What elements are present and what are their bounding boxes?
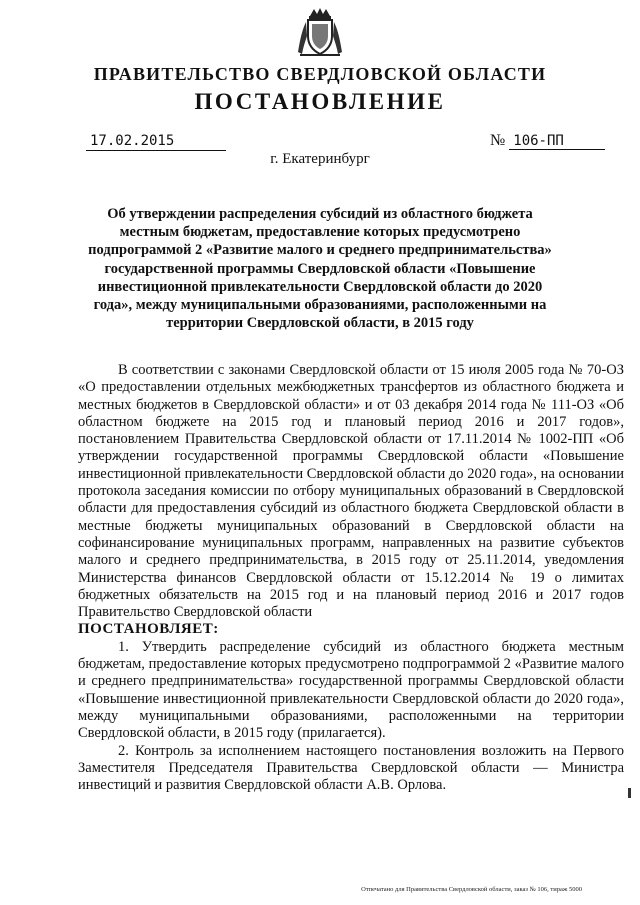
government-title: ПРАВИТЕЛЬСТВО СВЕРДЛОВСКОЙ ОБЛАСТИ xyxy=(93,64,547,84)
document-body xyxy=(78,362,624,794)
document-kind: ПОСТАНОВЛЕНИЕ xyxy=(194,89,446,114)
document-subject: Об утверждении распределения субсидий из областного бюджета местным бюджетам, предоставление которых предусмотрено подпрограммой 2 «Развитие малого и среднего предпринимательства» государственной программы Свердловской области «Повышение инвестиционной привлекательности Свердловской области до 2020 года», между муниципальными образованиями, расположенными на территории Свердловской области, в 2015 году xyxy=(88,206,552,332)
ordains-heading: ПОСТАНОВЛЯЕТ: xyxy=(78,621,219,638)
document-date: 17.02.2015 xyxy=(86,133,226,151)
preamble-paragraph: В соответствии с законами Свердловской области от 15 июля 2005 года № 70-ОЗ «О предоставлении отдельных межбюджетных трансфертов из областного бюджета и местных бюджетов в Свердловской области» и от 03 декабря 2014 года № 111-ОЗ «Об областном бюджете на 2015 год и плановый период 2016 и 2017 годов», постановлением Правительства Свердловской области от 17.11.2014 № 1002-ПП «Об утверждении государственной программы Свердловской области «Повышение инвестиционной привлекательности Свердловской области до 2020 года», на основании протокола заседания комиссии по отбору муниципальных образований в Свердловской области для предоставления субсидий из областного бюджета Свердловской области в местные бюджеты муниципальных образований в Свердловской области на софинансирование муниципальных программ, направленных на развитие субъектов малого и среднего предпринимательства, в 2015 году от 25.11.2014, уведомления Министерства финансов Свердловской области от 15.12.2014 № 19 о лимитах бюджетных обязательств на 2015 год и на плановый период 2016 и 2017 годов Правительство Свердловской области xyxy=(78,362,624,621)
item-1-paragraph: 1. Утвердить распределение субсидий из областного бюджета местным бюджетам, предоставление которых предусмотрено подпрограммой 2 «Развитие малого и среднего предпринимательства» государственной программы Свердловской области «Повышение инвестиционной привлекательности Свердловской области до 2020 года», между муниципальными образованиями, расположенными на территории Свердловской области, в 2015 году (прилагается). xyxy=(78,638,624,742)
page-edge-mark xyxy=(628,788,631,798)
city: г. Екатеринбург xyxy=(270,151,370,167)
print-footer: Отпечатано для Правительства Свердловской области, заказ № 106, тираж 5000 xyxy=(361,886,582,893)
document-number-block xyxy=(490,132,605,150)
number-sign: № xyxy=(490,132,506,149)
coat-of-arms-icon xyxy=(294,6,346,58)
document-number: 106-ПП xyxy=(509,133,605,150)
item-2-paragraph: 2. Контроль за исполнением настоящего постановления возложить на Первого Заместителя Председателя Правительства Свердловской области — Министра инвестиций и развития Свердловской области А.В. Орлова. xyxy=(78,742,624,794)
